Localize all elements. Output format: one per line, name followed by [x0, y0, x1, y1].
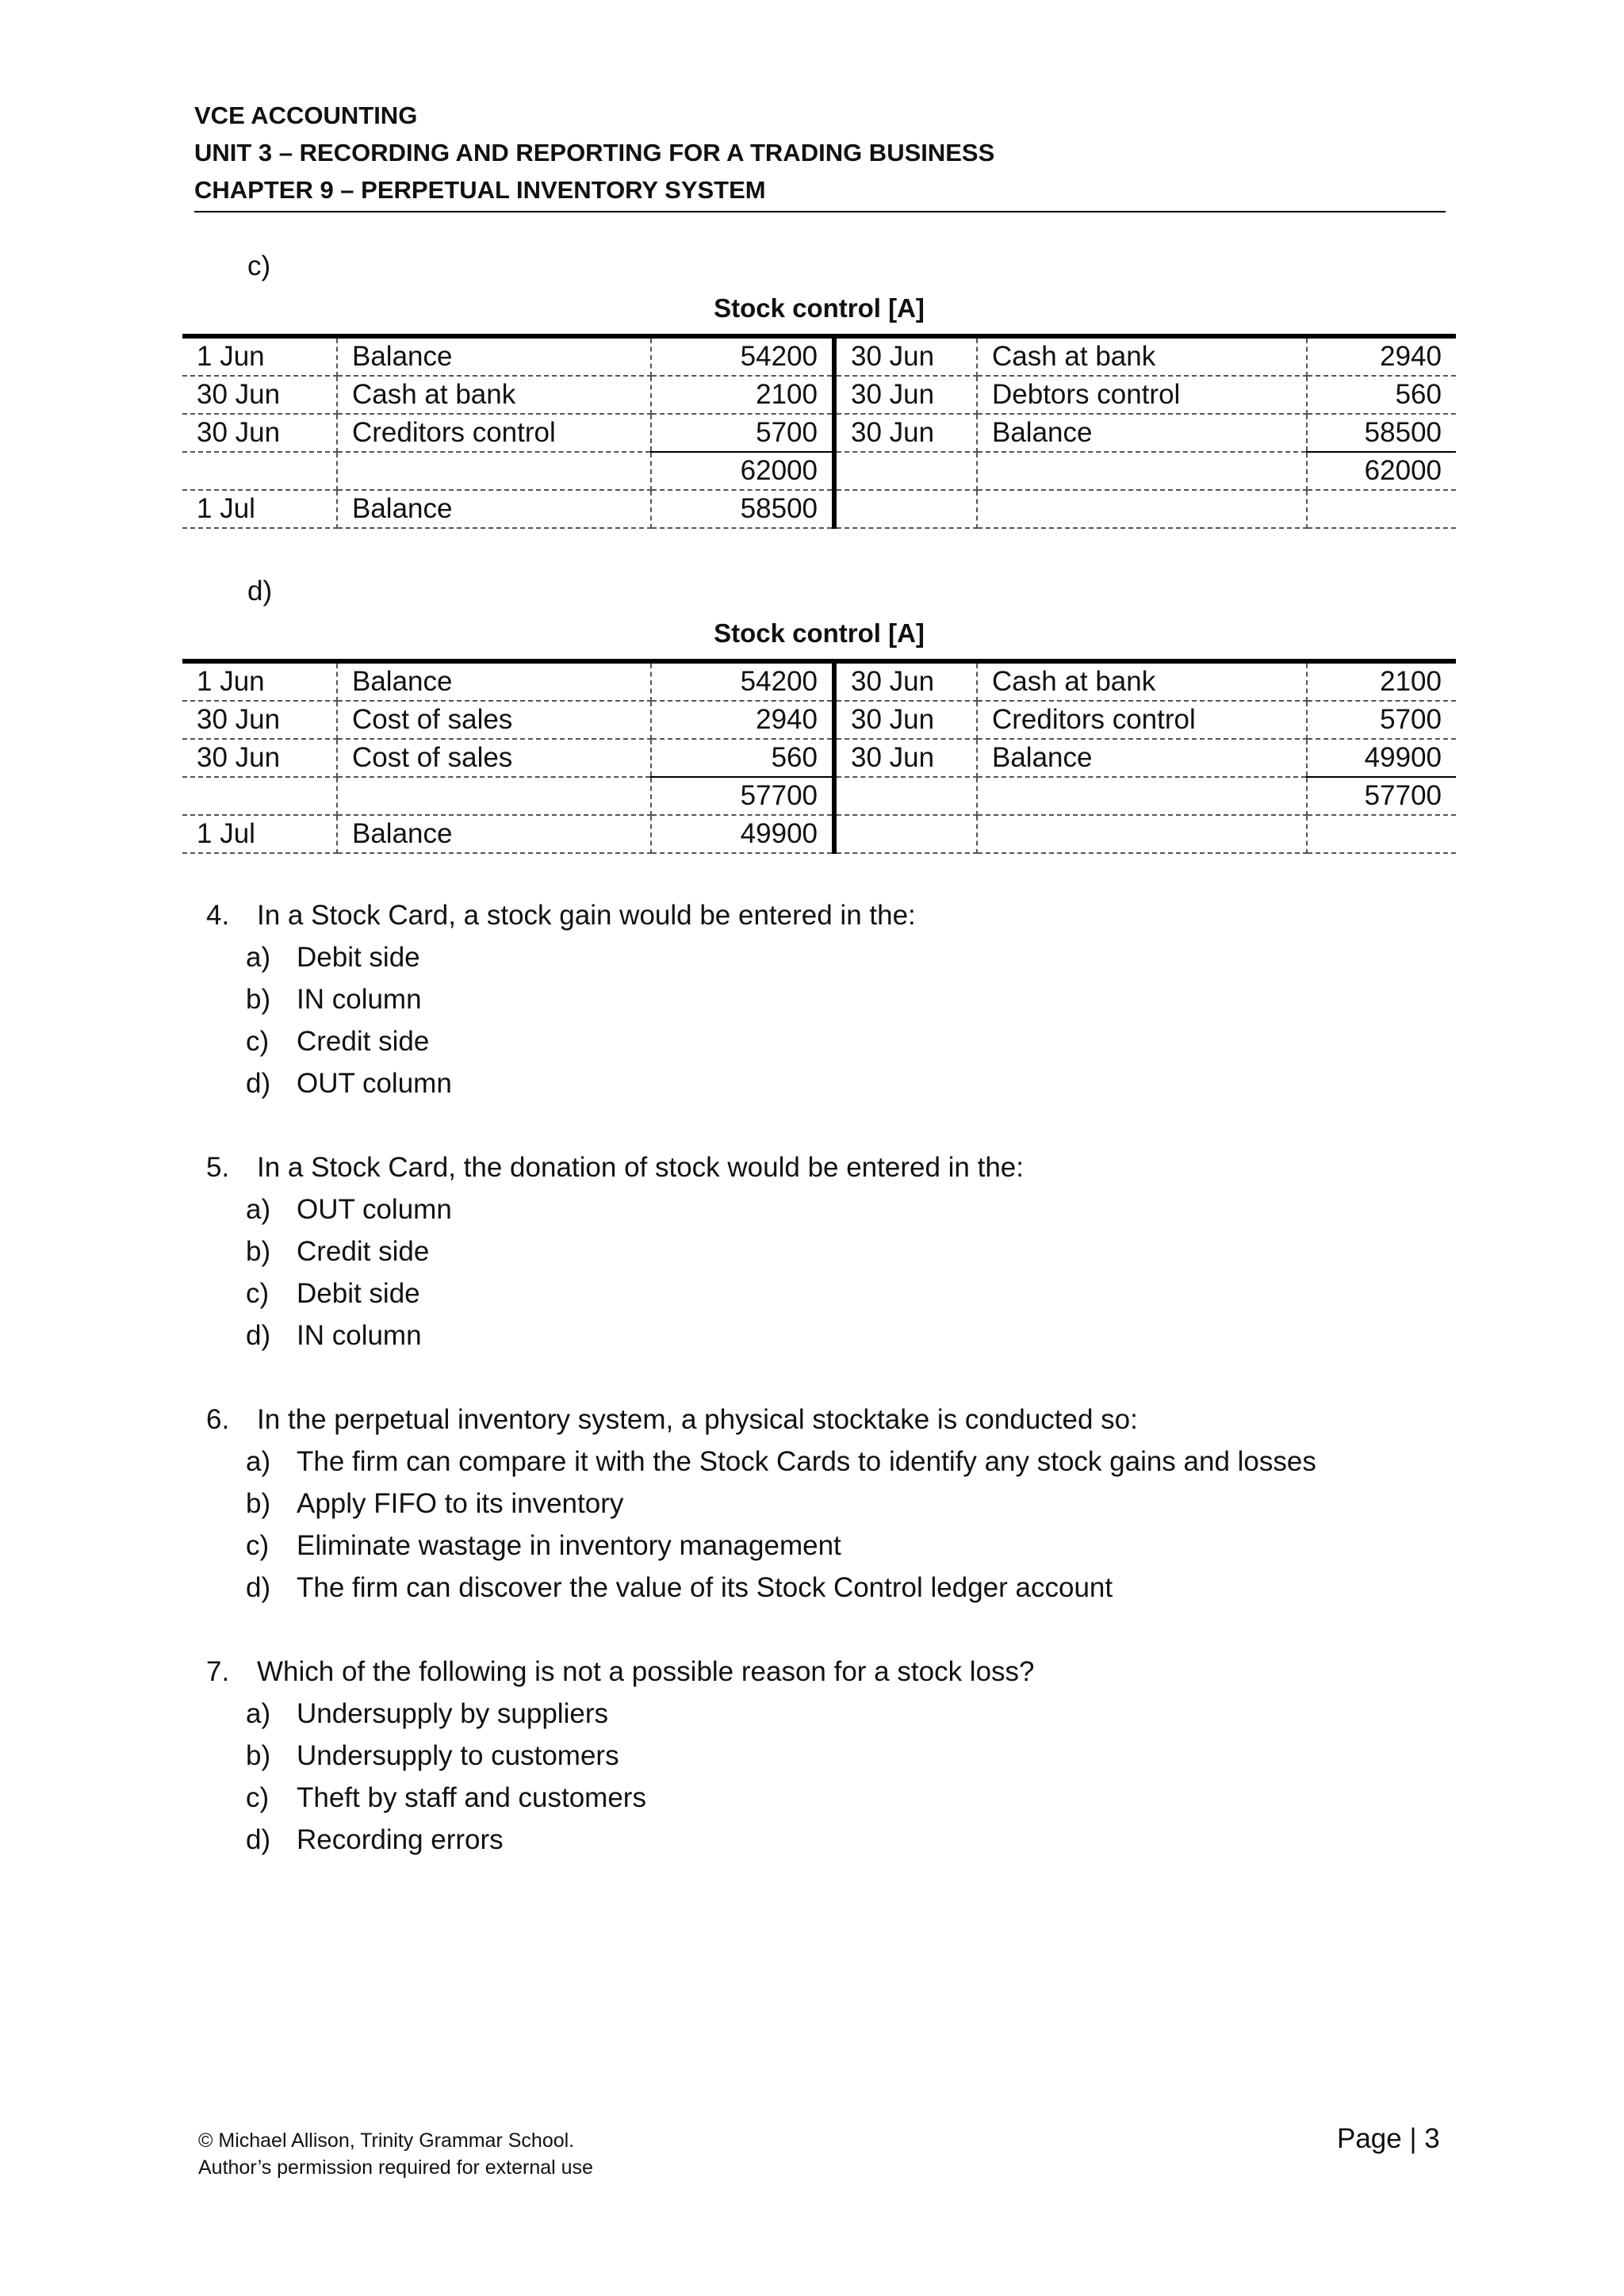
ledger-row — [182, 452, 1456, 490]
ledger-row — [182, 701, 1456, 739]
amount-cell: 54200 — [651, 661, 834, 701]
answer-option — [206, 1567, 1443, 1609]
amount-cell — [1307, 490, 1456, 528]
date-cell: 30 Jun — [182, 376, 337, 414]
date-cell: 30 Jun — [834, 739, 977, 777]
amount-cell: 58500 — [651, 490, 834, 528]
answer-option — [206, 1062, 1443, 1104]
option-letter: d) — [246, 1824, 271, 1855]
option-letter: c) — [246, 1782, 270, 1813]
date-cell: 30 Jun — [834, 414, 977, 452]
amount-cell: 5700 — [651, 414, 834, 452]
answer-option — [206, 1525, 1443, 1567]
answer-option — [206, 1483, 1443, 1525]
question-stem — [206, 1651, 1443, 1693]
part-c-label: c) — [247, 251, 271, 281]
amount-cell: 49900 — [1307, 739, 1456, 777]
header-course: VCE ACCOUNTING — [194, 101, 418, 129]
answer-option — [206, 1314, 1443, 1357]
header-unit: UNIT 3 – RECORDING AND REPORTING FOR A TRADING BUSINESS — [194, 139, 995, 166]
date-cell: 30 Jun — [834, 701, 977, 739]
page-header — [194, 97, 1446, 209]
option-letter: a) — [246, 1446, 271, 1477]
amount-cell: 560 — [1307, 376, 1456, 414]
date-cell — [182, 777, 337, 815]
header-divider — [194, 211, 1446, 212]
date-cell: 1 Jul — [182, 490, 337, 528]
option-text: OUT column — [297, 1194, 452, 1225]
ledger-d-table — [182, 659, 1456, 854]
account-cell: Balance — [977, 414, 1307, 452]
header-chapter: CHAPTER 9 – PERPETUAL INVENTORY SYSTEM — [194, 176, 766, 204]
option-text: Debit side — [297, 942, 420, 973]
option-letter: d) — [246, 1572, 271, 1603]
amount-cell: 57700 — [1307, 777, 1456, 815]
question-text: Which of the following is not a possible reason for a stock loss? — [257, 1656, 1035, 1687]
amount-cell: 560 — [651, 739, 834, 777]
copyright-text: © Michael Allison, Trinity Grammar School. — [198, 2130, 575, 2152]
ledger-row — [182, 739, 1456, 777]
amount-cell: 2100 — [1307, 661, 1456, 701]
question-text: In a Stock Card, a stock gain would be entered in the: — [257, 900, 916, 931]
answer-option — [206, 1819, 1443, 1861]
amount-cell: 2940 — [1307, 336, 1456, 376]
date-cell: 1 Jul — [182, 815, 337, 853]
ledger-row — [182, 777, 1456, 815]
option-text: IN column — [297, 1320, 422, 1351]
answer-option — [206, 1020, 1443, 1062]
amount-cell: 49900 — [651, 815, 834, 853]
amount-cell — [1307, 815, 1456, 853]
date-cell: 30 Jun — [182, 701, 337, 739]
date-cell: 30 Jun — [834, 376, 977, 414]
question-number: 4. — [206, 900, 230, 931]
answer-option — [206, 936, 1443, 978]
option-letter: c) — [246, 1278, 270, 1309]
ledger-row — [182, 661, 1456, 701]
date-cell: 30 Jun — [182, 414, 337, 452]
ledger-row — [182, 815, 1456, 853]
ledger-row — [182, 490, 1456, 528]
question-stem — [206, 1146, 1443, 1188]
ledger-d-title: Stock control [A] — [714, 618, 925, 648]
option-letter: c) — [246, 1530, 270, 1561]
account-cell: Cash at bank — [977, 661, 1307, 701]
answer-option — [206, 1188, 1443, 1230]
option-text: Undersupply by suppliers — [297, 1698, 608, 1729]
account-cell — [977, 452, 1307, 490]
question-item — [206, 1399, 1443, 1609]
question-stem — [206, 894, 1443, 936]
account-cell: Cash at bank — [337, 376, 651, 414]
option-letter: a) — [246, 1698, 271, 1729]
account-cell: Cost of sales — [337, 739, 651, 777]
option-letter: b) — [246, 1236, 271, 1267]
account-cell: Creditors control — [337, 414, 651, 452]
part-d-label: d) — [247, 576, 273, 607]
account-cell: Cash at bank — [977, 336, 1307, 376]
option-text: OUT column — [297, 1068, 452, 1099]
account-cell: Balance — [337, 490, 651, 528]
account-cell: Balance — [337, 336, 651, 376]
option-letter: a) — [246, 942, 271, 973]
option-letter: b) — [246, 1740, 271, 1771]
page-number: Page | 3 — [1337, 2123, 1440, 2154]
amount-cell: 2940 — [651, 701, 834, 739]
answer-option — [206, 1272, 1443, 1314]
answer-option — [206, 978, 1443, 1020]
amount-cell: 2100 — [651, 376, 834, 414]
account-cell: Creditors control — [977, 701, 1307, 739]
amount-cell: 62000 — [1307, 452, 1456, 490]
date-cell: 30 Jun — [182, 739, 337, 777]
date-cell: 1 Jun — [182, 336, 337, 376]
account-cell — [977, 815, 1307, 853]
question-text: In the perpetual inventory system, a physical stocktake is conducted so: — [257, 1404, 1138, 1435]
account-cell: Balance — [977, 739, 1307, 777]
account-cell — [977, 490, 1307, 528]
answer-option — [206, 1777, 1443, 1819]
answer-option — [206, 1735, 1443, 1777]
answer-option — [206, 1441, 1443, 1483]
date-cell: 30 Jun — [834, 336, 977, 376]
ledger-row — [182, 414, 1456, 452]
option-text: The firm can compare it with the Stock Cards to identify any stock gains and losses — [297, 1446, 1316, 1477]
date-cell — [182, 452, 337, 490]
option-text: The firm can discover the value of its Stock Control ledger account — [297, 1572, 1113, 1603]
date-cell — [834, 777, 977, 815]
amount-cell: 5700 — [1307, 701, 1456, 739]
account-cell — [337, 777, 651, 815]
ledger-row — [182, 336, 1456, 376]
option-letter: d) — [246, 1320, 271, 1351]
amount-cell: 54200 — [651, 336, 834, 376]
amount-cell: 57700 — [651, 777, 834, 815]
date-cell — [834, 815, 977, 853]
date-cell — [834, 490, 977, 528]
question-item — [206, 1651, 1443, 1861]
option-text: Undersupply to customers — [297, 1740, 619, 1771]
account-cell: Cost of sales — [337, 701, 651, 739]
question-item — [206, 1146, 1443, 1357]
option-text: Credit side — [297, 1236, 430, 1267]
option-text: Apply FIFO to its inventory — [297, 1488, 624, 1519]
question-stem — [206, 1399, 1443, 1441]
question-list — [206, 894, 1443, 1903]
account-cell: Balance — [337, 815, 651, 853]
account-cell — [977, 777, 1307, 815]
option-letter: b) — [246, 1488, 271, 1519]
account-cell: Debtors control — [977, 376, 1307, 414]
answer-option — [206, 1693, 1443, 1735]
option-letter: b) — [246, 984, 271, 1015]
account-cell: Balance — [337, 661, 651, 701]
ledger-c-title: Stock control [A] — [714, 293, 925, 323]
option-letter: c) — [246, 1026, 270, 1057]
option-text: Theft by staff and customers — [297, 1782, 646, 1813]
amount-cell: 58500 — [1307, 414, 1456, 452]
question-number: 6. — [206, 1404, 230, 1435]
option-text: IN column — [297, 984, 422, 1015]
date-cell: 30 Jun — [834, 661, 977, 701]
permission-text: Author’s permission required for external use — [198, 2156, 593, 2179]
ledger-c-table — [182, 334, 1456, 529]
account-cell — [337, 452, 651, 490]
ledger-row — [182, 376, 1456, 414]
question-text: In a Stock Card, the donation of stock would be entered in the: — [257, 1152, 1024, 1183]
option-letter: d) — [246, 1068, 271, 1099]
question-item — [206, 894, 1443, 1104]
question-number: 5. — [206, 1152, 230, 1183]
question-number: 7. — [206, 1656, 230, 1687]
date-cell: 1 Jun — [182, 661, 337, 701]
footer-copyright — [198, 2127, 593, 2181]
option-text: Eliminate wastage in inventory management — [297, 1530, 841, 1561]
amount-cell: 62000 — [651, 452, 834, 490]
option-text: Debit side — [297, 1278, 420, 1309]
answer-option — [206, 1230, 1443, 1272]
option-letter: a) — [246, 1194, 271, 1225]
option-text: Credit side — [297, 1026, 430, 1057]
date-cell — [834, 452, 977, 490]
option-text: Recording errors — [297, 1824, 504, 1855]
